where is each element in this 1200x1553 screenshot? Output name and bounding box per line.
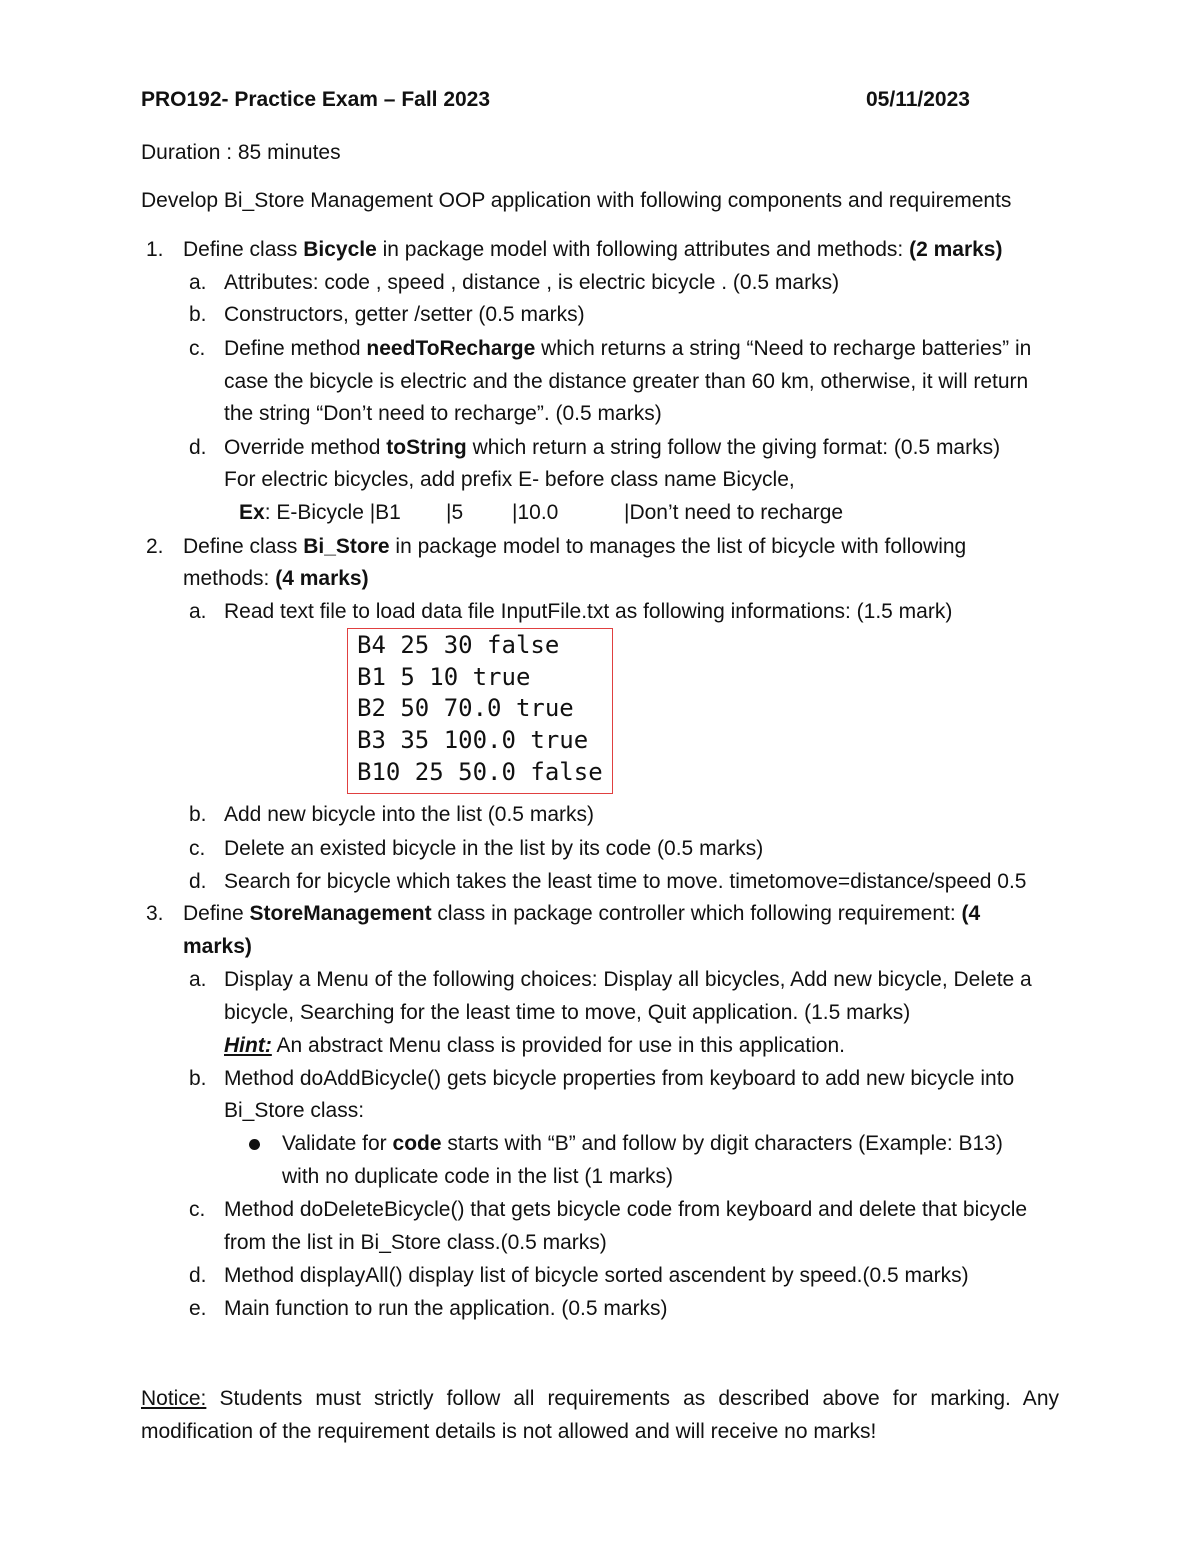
q3e-label: e.: [189, 1297, 207, 1320]
q3a-label: a.: [189, 968, 207, 991]
q1d-example: [239, 500, 401, 526]
q2-post: in package model to manages the list of bicycle with following: [389, 535, 967, 558]
q3-class-name: StoreManagement: [249, 902, 432, 925]
q3e-text: Main function to run the application. (0.5 marks): [224, 1297, 668, 1320]
q1-post: in package model with following attributes and methods:: [376, 238, 910, 261]
q3-number: 3.: [146, 902, 164, 925]
bullet-post: starts with “B” and follow by digit characters (Example: B13): [441, 1132, 1003, 1155]
intro-text: Develop Bi_Store Management OOP application with following components and requirements: [141, 189, 1012, 212]
file-line: B4 25 30 false: [357, 631, 560, 659]
notice-text: Students must strictly follow all requirements as described above for marking. Any: [206, 1387, 1059, 1410]
q3-heading: [183, 901, 980, 927]
q2b-label: b.: [189, 803, 207, 826]
example-label: Ex: [239, 501, 265, 524]
q3-pre: Define: [183, 902, 250, 925]
example-col4: |Don’t need to recharge: [624, 501, 844, 524]
q3-marks-part2: marks): [183, 935, 252, 958]
q3c-line1: Method doDeleteBicycle() that gets bicycle code from keyboard and delete that bicycle: [224, 1198, 1028, 1221]
bullet-bold: code: [392, 1132, 442, 1155]
exam-title: PRO192- Practice Exam – Fall 2023: [141, 88, 491, 111]
q1c-line3: the string “Don’t need to recharge”. (0.5 marks): [224, 402, 662, 425]
file-line: B1 5 10 true: [357, 663, 531, 691]
q1c-method-name: needToRecharge: [366, 337, 536, 360]
q2-number: 2.: [146, 535, 164, 558]
q3-marks-part1: (4: [961, 902, 981, 925]
q2d-text: Search for bicycle which takes the least time to move. timetomove=distance/speed 0.5: [224, 870, 1027, 893]
file-line: B10 25 50.0 false: [357, 758, 603, 786]
hint-text: An abstract Menu class is provided for use in this application.: [271, 1034, 845, 1057]
q3d-text: Method displayAll() display list of bicycle sorted ascendent by speed.(0.5 marks): [224, 1264, 969, 1287]
q1b-text: Constructors, getter /setter (0.5 marks): [224, 303, 585, 326]
q1c-label: c.: [189, 337, 206, 360]
q3b-bullet-line1: [282, 1131, 1003, 1157]
q1d-line1: [224, 435, 1000, 461]
q1b-label: b.: [189, 303, 207, 326]
file-line: B2 50 70.0 true: [357, 694, 574, 722]
q1c-pre: Define method: [224, 337, 367, 360]
notice-line1: [141, 1386, 1059, 1412]
q1d-pre: Override method: [224, 436, 387, 459]
q2d-label: d.: [189, 870, 207, 893]
q2-heading: [183, 534, 966, 560]
q3b-line1: Method doAddBicycle() gets bicycle properties from keyboard to add new bicycle into: [224, 1067, 1015, 1090]
example-col3: |10.0: [512, 501, 559, 524]
q3d-label: d.: [189, 1264, 207, 1287]
q1-number: 1.: [146, 238, 164, 261]
q3c-label: c.: [189, 1198, 206, 1221]
notice-line2: modification of the requirement details is not allowed and will receive no marks!: [141, 1420, 877, 1443]
q2c-label: c.: [189, 837, 206, 860]
q1-class-name: Bicycle: [303, 238, 377, 261]
q2-marks: (4 marks): [275, 567, 369, 590]
q2-pre: Define class: [183, 535, 304, 558]
q1d-post: which return a string follow the giving format: (0.5 marks): [466, 436, 1001, 459]
exam-date: 05/11/2023: [866, 88, 970, 111]
q3a-line1: Display a Menu of the following choices: Display all bicycles, Add new bicycle, Delete a: [224, 968, 1032, 991]
q3b-label: b.: [189, 1067, 207, 1090]
q2b-text: Add new bicycle into the list (0.5 marks): [224, 803, 594, 826]
q1-pre: Define class: [183, 238, 304, 261]
q1a-text: Attributes: code , speed , distance , is electric bicycle . (0.5 marks): [224, 271, 840, 294]
example-col1: : E-Bicycle |B1: [264, 501, 401, 524]
q1c-line1: [224, 336, 1031, 362]
q2-class-name: Bi_Store: [303, 535, 390, 558]
input-file-box: [347, 628, 613, 794]
notice-label: Notice:: [141, 1387, 207, 1410]
q1a-label: a.: [189, 271, 207, 294]
q2a-label: a.: [189, 600, 207, 623]
file-line: B3 35 100.0 true: [357, 726, 589, 754]
duration-text: Duration : 85 minutes: [141, 141, 341, 164]
bullet-icon: [249, 1139, 260, 1150]
hint-label: Hint:: [224, 1034, 272, 1057]
q1c-post: which returns a string “Need to recharge batteries” in: [535, 337, 1032, 360]
q3-post: class in package controller which following requirement:: [431, 902, 962, 925]
q3a-hint: [224, 1033, 845, 1059]
q1d-method-name: toString: [386, 436, 467, 459]
example-col2: |5: [446, 501, 464, 524]
q3b-bullet-line2: with no duplicate code in the list (1 marks): [282, 1165, 674, 1188]
q1-heading: [183, 237, 1002, 263]
q1d-line2: For electric bicycles, add prefix E- before class name Bicycle,: [224, 468, 795, 491]
q3a-line2: bicycle, Searching for the least time to move, Quit application. (1.5 marks): [224, 1001, 911, 1024]
bullet-pre: Validate for: [282, 1132, 393, 1155]
q1-marks: (2 marks): [909, 238, 1003, 261]
q2-line2: methods:: [183, 567, 276, 590]
q1d-label: d.: [189, 436, 207, 459]
q2-heading-line2: [183, 566, 369, 592]
q3b-line2: Bi_Store class:: [224, 1099, 365, 1122]
q3c-line2: from the list in Bi_Store class.(0.5 marks): [224, 1231, 607, 1254]
q1c-line2: case the bicycle is electric and the distance greater than 60 km, otherwise, it will return: [224, 370, 1029, 393]
q2a-text: Read text file to load data file InputFile.txt as following informations: (1.5 mark): [224, 600, 953, 623]
q2c-text: Delete an existed bicycle in the list by its code (0.5 marks): [224, 837, 764, 860]
